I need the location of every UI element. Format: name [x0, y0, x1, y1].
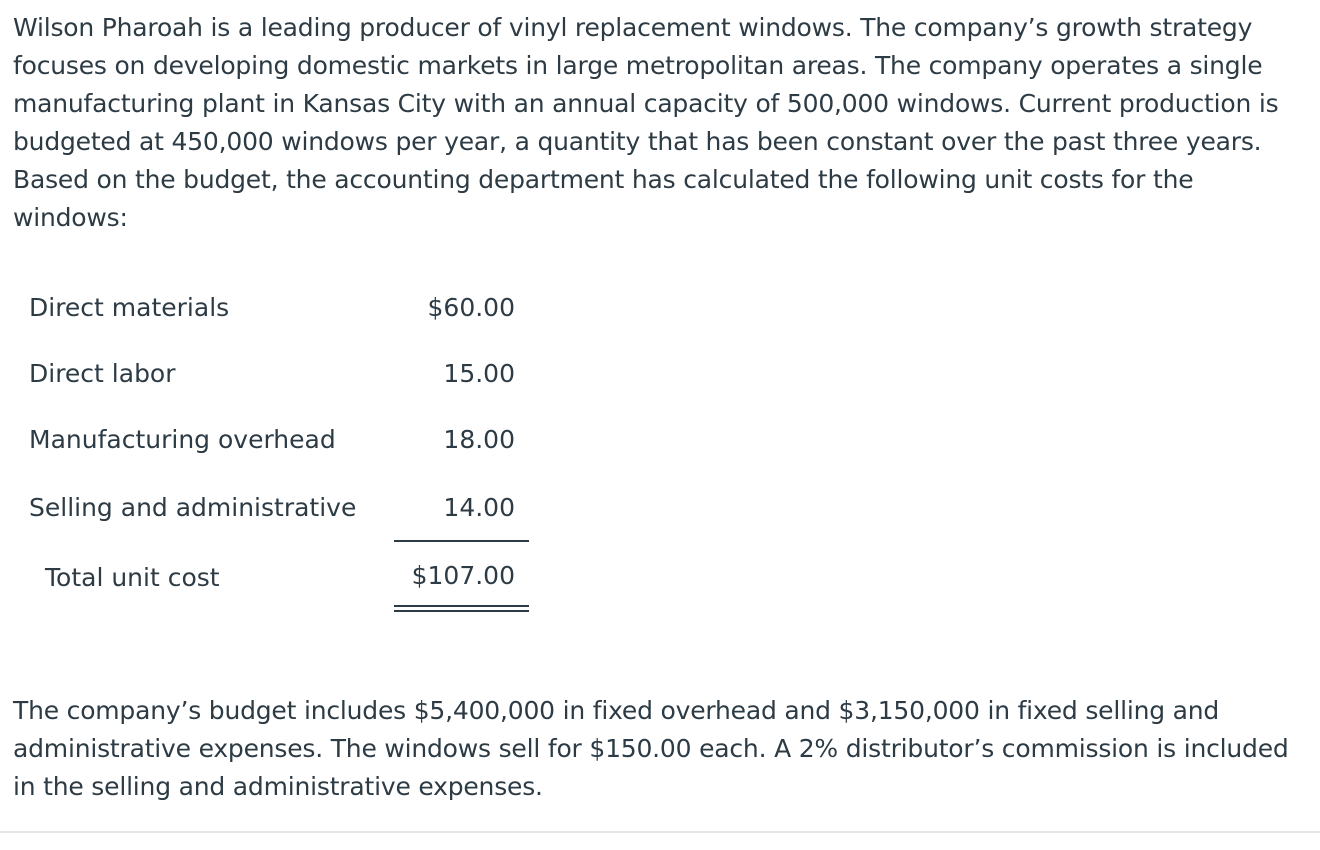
row-label-direct-labor: Direct labor	[29, 359, 176, 388]
subtotal-rule	[394, 540, 529, 542]
closing-paragraph: The company’s budget includes $5,400,000 in fixed overhead and $3,150,000 in fixed selling and administrative expenses. The windows sell for $150.00 each. A 2% distributor’s commission is included in the selling and administrative expenses.	[13, 696, 1289, 801]
bottom-divider	[0, 831, 1320, 833]
row-label-direct-materials: Direct materials	[29, 293, 230, 322]
row-value-direct-materials: $60.00	[427, 293, 515, 322]
row-value-selling-administrative: 14.00	[443, 493, 515, 522]
total-value: $107.00	[411, 561, 515, 590]
intro-paragraph: Wilson Pharoah is a leading producer of vinyl replacement windows. The company’s growth strategy focuses on developing domestic markets in large metropolitan areas. The company operates a single manufacturing plant in Kansas City with an annual capacity of 500,000 windows. Current production is budgeted at 450,000 windows per year, a quantity that has been constant over the past three years. Based on the budget, the accounting department has calculated the following unit costs for the windows:	[13, 13, 1279, 232]
row-value-direct-labor: 15.00	[443, 359, 515, 388]
row-label-manufacturing-overhead: Manufacturing overhead	[29, 425, 336, 454]
row-value-manufacturing-overhead: 18.00	[443, 425, 515, 454]
row-label-selling-administrative: Selling and administrative	[29, 493, 357, 522]
total-label: Total unit cost	[45, 563, 220, 592]
total-double-rule-bottom	[394, 610, 529, 612]
total-double-rule-top	[394, 605, 529, 607]
